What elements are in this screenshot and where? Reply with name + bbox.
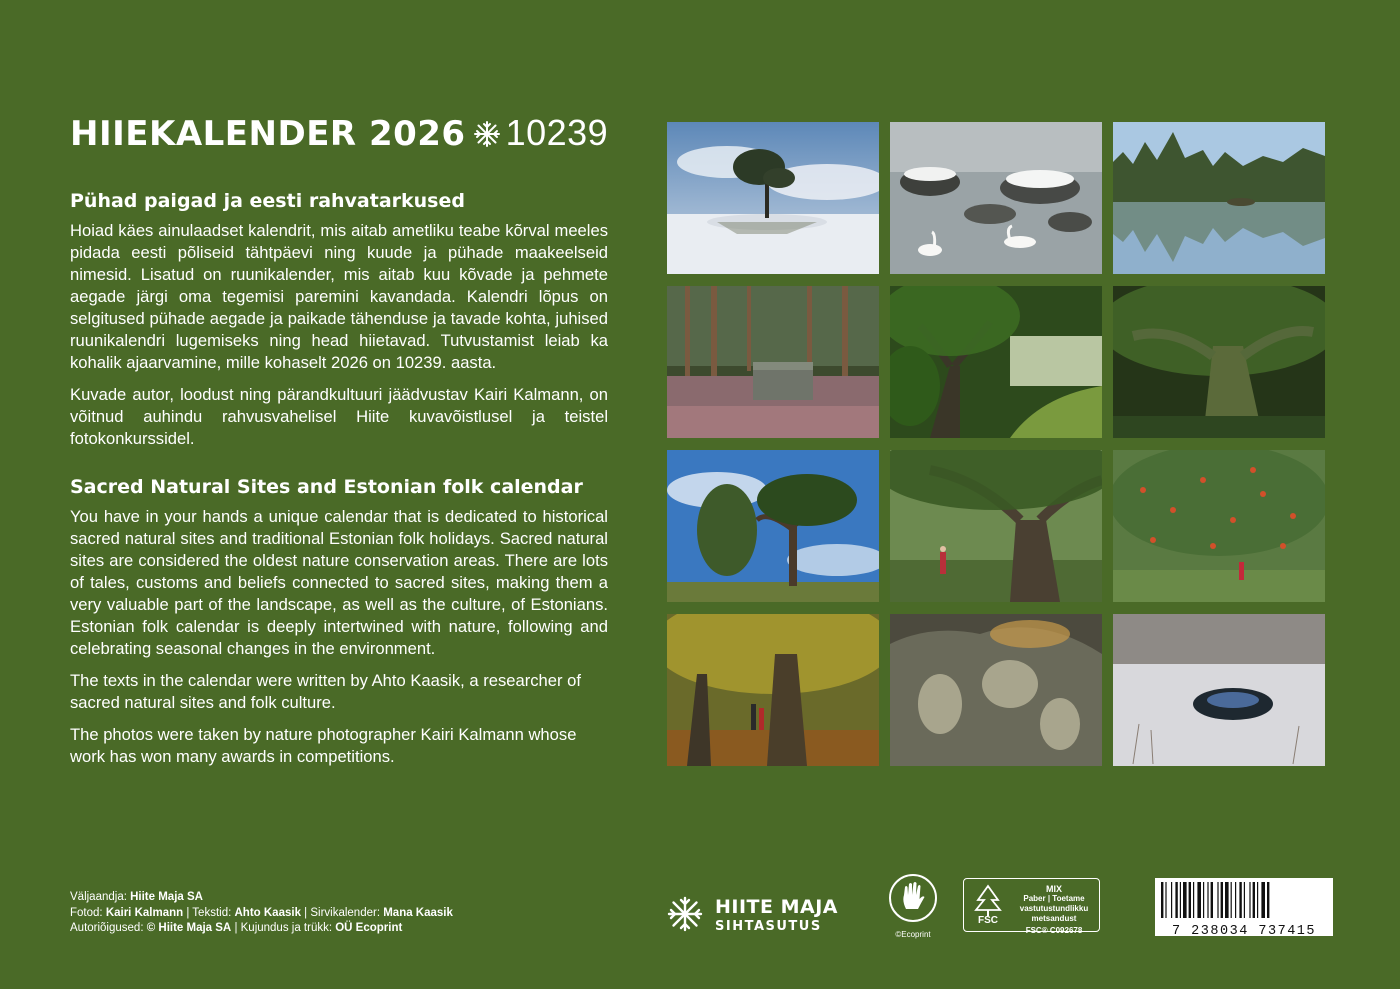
photo-lichen-boulder — [890, 614, 1102, 766]
photo-grid — [667, 122, 1332, 767]
photo-lake-reflection — [1113, 122, 1325, 274]
photo-swans-by-rocks — [890, 122, 1102, 274]
credits — [70, 890, 453, 937]
photo-frosty-pond — [1113, 614, 1325, 766]
estonian-paragraph-1: Hoiad käes ainulaadset kalendrit, mis aitab ametliku teabe kõrval meeles pidada eesti põliseid tähtpäevi ning kuude ja pühade maakeelseid nimesid. Lisatud on ruunikalender, mis aitab kuu kõvade ja pehmete aegade järgi oma tegemisi paremini kavandada. Kalendri lõpus on selgitused pühade aegade ja paikade tähenduse ja tavade kohta, juhised ruunikalendri lugemiseks ning head hiietavad. Tutvustamist leiab ka kohalik ajaarvamine, mille kohaselt 2026 on 10239. aasta. — [70, 221, 608, 372]
photo-pine-blue-sky — [667, 450, 879, 602]
fsc-mix: MIX — [1045, 884, 1062, 894]
publisher-label: Väljaandja: — [70, 891, 131, 903]
texts-value: Ahto Kaasik — [234, 906, 301, 919]
ecoprint-caption: ©Ecoprint — [895, 930, 931, 939]
photo-autumn-oak-people — [667, 614, 879, 766]
ecoprint-logo — [887, 873, 939, 939]
english-heading: Sacred Natural Sites and Estonian folk calendar — [70, 476, 583, 498]
photos-label: Fotod: — [70, 906, 106, 919]
copyright-value: © Hiite Maja SA — [146, 922, 232, 934]
barcode-bars — [1161, 882, 1327, 918]
credits-line-1 — [70, 890, 453, 906]
barcode-number: 7 238034 737415 — [1171, 924, 1317, 939]
year-number: 10239 — [505, 112, 609, 153]
hiite-maja-subtitle: SIHTASUTUS — [715, 918, 822, 934]
english-section — [70, 476, 608, 778]
copyright-label: Autoriõigused: — [70, 922, 147, 934]
english-paragraph-2: The texts in the calendar were written by Ahto Kaasik, a researcher of sacred natural sites and folk culture. — [70, 671, 581, 712]
hiite-maja-logo — [667, 896, 838, 937]
photo-winter-tree-island — [667, 122, 879, 274]
printer-value: OÜ Ecoprint — [335, 922, 403, 934]
snowflake-sun-icon — [474, 116, 500, 156]
fsc-code: FSC® C092678 — [1025, 926, 1083, 935]
hand-print-icon — [888, 910, 938, 927]
title-text: HIIEKALENDER 2026 — [70, 114, 466, 154]
photo-rowan-berries — [1113, 450, 1325, 602]
fsc-mark: FSC — [978, 915, 998, 926]
photos-value: Kairi Kalmann — [105, 906, 184, 919]
publisher-value: Hiite Maja SA — [130, 891, 203, 903]
sirvikalender-label: | Sirvikalender: — [300, 906, 384, 919]
photo-mossy-tree — [1113, 286, 1325, 438]
sirvikalender-value: Mana Kaasik — [383, 906, 453, 919]
fsc-text: Paber | Toetame vastutustundlikku metsandust — [1019, 894, 1089, 923]
photo-forest-stone-ruin — [667, 286, 879, 438]
snowflake-logo-icon — [667, 896, 703, 937]
estonian-paragraph-2: Kuvade autor, loodust ning pärandkultuuri jäädvustav Kairi Kalmann, on võitnud auhindu rahvusvahelisel Hiite kuvavõistlusel ja teistel fotokonkurssidel. — [70, 385, 608, 448]
fsc-tree-icon — [968, 882, 1008, 928]
english-paragraph-3: The photos were taken by nature photographer Kairi Kalmann whose work has won many awards in competitions. — [70, 725, 577, 766]
english-paragraph-1: You have in your hands a unique calendar that is dedicated to historical sacred natural sites and traditional Estonian folk holidays. Sacred natural sites are considered the oldest nature conservation areas. There are lots of tales, customs and beliefs connected to sacred sites, making them a very valuable part of the landscape, as well as the culture, of Estonians. Estonian folk calendar is deeply intertwined with nature, following and celebrating seasonal changes in the environment. — [70, 507, 608, 658]
printer-label: | Kujundus ja trükk: — [231, 922, 336, 934]
fsc-label — [963, 878, 1100, 935]
credits-line-2 — [70, 906, 453, 922]
calendar-title — [70, 112, 608, 156]
photo-oak-hiker — [890, 450, 1102, 602]
texts-label: | Tekstid: — [183, 906, 235, 919]
barcode — [1155, 878, 1333, 939]
estonian-section — [70, 190, 608, 460]
photo-green-tree-path — [890, 286, 1102, 438]
hiite-maja-name: HIITE MAJA — [715, 895, 838, 918]
estonian-heading: Pühad paigad ja eesti rahvatarkused — [70, 190, 465, 212]
credits-line-3 — [70, 921, 453, 937]
